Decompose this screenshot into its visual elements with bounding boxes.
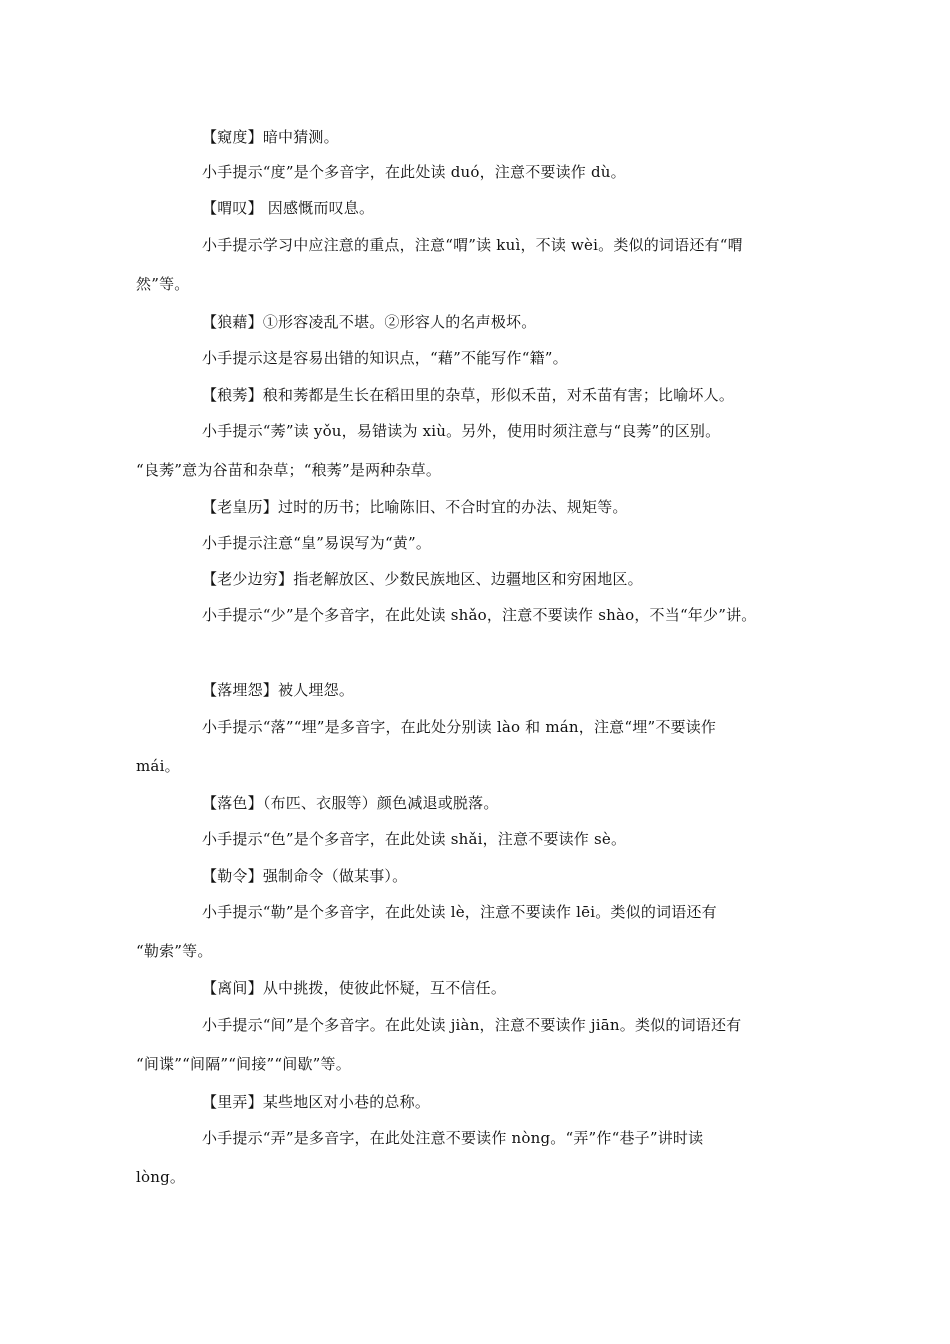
entry-heading-line [136, 788, 902, 818]
entry-tip: 小手提示“莠”读 yǒu，易错读为 xiù。另外，使用时须注意与“良莠”的区别。 [202, 422, 721, 440]
entry-definition: 指老解放区、少数民族地区、边疆地区和穷困地区。 [293, 570, 643, 588]
entry-heading-line [136, 564, 902, 594]
entry-heading-line [136, 307, 902, 337]
entry-definition: ①形容凌乱不堪。②形容人的名声极坏。 [262, 313, 537, 331]
entry-tip-continuation: “良莠”意为谷苗和杂草；“稂莠”是两种杂草。 [136, 461, 442, 479]
entry-tip: 小手提示“度”是个多音字，在此处读 duó，注意不要读作 dù。 [202, 163, 626, 181]
entry-heading-line [136, 1087, 902, 1117]
entry-tip: 小手提示注意“皇”易误写为“黄”。 [202, 534, 432, 552]
entry-heading-line [136, 122, 902, 152]
entry-term: 【老少边穷】 [202, 570, 294, 588]
entry-definition: 被人埋怨。 [278, 681, 355, 699]
entry-term: 【离间】 [202, 979, 263, 997]
entry-term: 【勒令】 [202, 867, 263, 885]
entry-term: 【落色】 [202, 794, 263, 812]
entry-tip: 小手提示“勒”是个多音字，在此处读 lè，注意不要读作 lēi。类似的词语还有 [202, 903, 717, 921]
entry-tip-continuation: 然”等。 [136, 275, 190, 293]
entry-heading-line [136, 380, 902, 410]
entry-term: 【稂莠】 [202, 386, 263, 404]
entry-definition: 某些地区对小巷的总称。 [262, 1093, 431, 1111]
entry-tip-continuation: mái。 [136, 757, 180, 775]
entry-definition: 因感慨而叹息。 [262, 199, 375, 217]
entry-tip-continuation: lòng。 [136, 1168, 186, 1186]
entry-definition: 从中挑拨，使彼此怀疑，互不信任。 [262, 979, 507, 997]
entry-definition: （布匹、衣服等）颜色减退或脱落。 [262, 794, 499, 812]
entry-tip: 小手提示“弄”是多音字，在此处注意不要读作 nòng。“弄”作“巷子”讲时读 [202, 1129, 704, 1147]
entry-tip: 小手提示“少”是个多音字，在此处读 shǎo，注意不要读作 shào，不当“年少”讲。 [202, 606, 757, 624]
entry-tip: 小手提示“落”“埋”是多音字，在此处分别读 lào 和 mán，注意“埋”不要读作 [202, 718, 717, 736]
entry-heading-line [136, 973, 902, 1003]
entry-tip: 小手提示“色”是个多音字，在此处读 shǎi，注意不要读作 sè。 [202, 830, 627, 848]
entry-tip-continuation: “勒索”等。 [136, 942, 213, 960]
entry-heading-line [136, 193, 902, 223]
entry-term: 【老皇历】 [202, 498, 279, 516]
entry-heading-line [136, 492, 902, 522]
entry-definition: 暗中猜测。 [262, 128, 339, 146]
entry-definition: 过时的历书；比喻陈旧、不合时宜的办法、规矩等。 [278, 498, 628, 516]
entry-tip-continuation: “间谍”“间隔”“间接”“间歇”等。 [136, 1055, 351, 1073]
entry-definition: 稂和莠都是生长在稻田里的杂草，形似禾苗，对禾苗有害；比喻坏人。 [262, 386, 735, 404]
entry-term: 【喟叹】 [202, 199, 263, 217]
entry-term: 【狼藉】 [202, 313, 263, 331]
entry-term: 【落埋怨】 [202, 681, 279, 699]
entry-heading-line [136, 675, 902, 705]
entry-definition: 强制命令（做某事）。 [262, 867, 408, 885]
entry-term: 【窥度】 [202, 128, 263, 146]
entry-tip: 小手提示“间”是个多音字。在此处读 jiàn，注意不要读作 jiān。类似的词语还有 [202, 1016, 742, 1034]
entry-term: 【里弄】 [202, 1093, 263, 1111]
entry-tip: 小手提示这是容易出错的知识点，“藉”不能写作“籍”。 [202, 349, 568, 367]
entry-tip: 小手提示学习中应注意的重点，注意“喟”读 kuì，不读 wèi。类似的词语还有“喟 [202, 236, 743, 254]
entry-heading-line [136, 861, 902, 891]
